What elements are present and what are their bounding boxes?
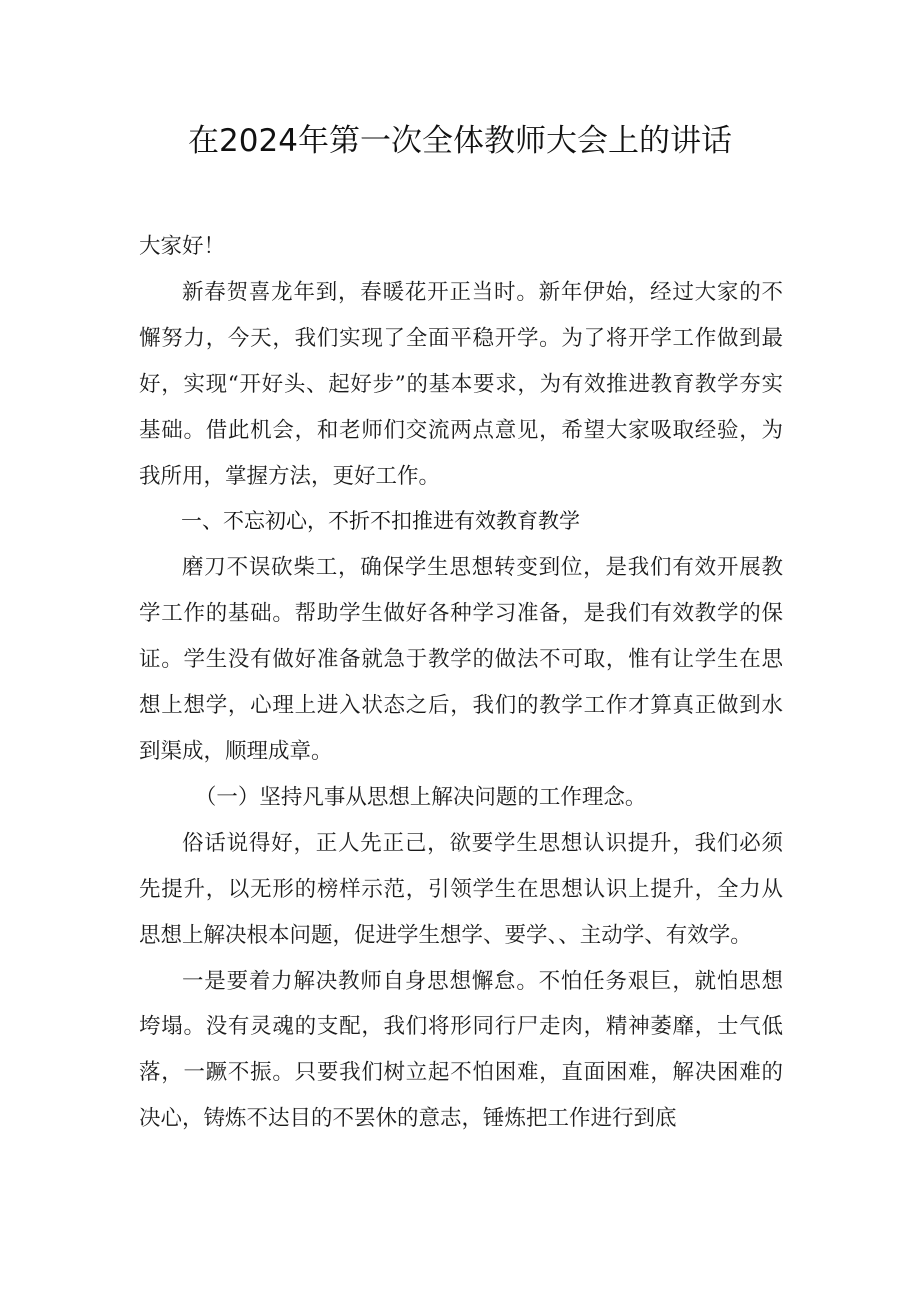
section-1-intro: 磨刀不误砍柴工，确保学生思想转变到位，是我们有效开展教学工作的基础。帮助学生做好各种学习准备，是我们有效教学的保证。学生没有做好准备就急于教学的做法不可取，惟有让学生在思想上想学，心理上进入状态之后，我们的教学工作才算真正做到水到渠成，顺理成章。 [139, 555, 783, 764]
document-title: 在2024年第一次全体教师大会上的讲话 [188, 123, 732, 159]
opening-paragraph: 新春贺喜龙年到，春暖花开正当时。新年伊始，经过大家的不懈努力，今天，我们实现了全面平稳开学。为了将开学工作做到最好，实现“开好头、起好步”的基本要求，为有效推进教育教学夯实基础。借此机会，和老师们交流两点意见，希望大家吸取经验，为我所用，掌握方法，更好工作。 [139, 279, 783, 489]
greeting: 大家好！ [139, 234, 226, 259]
section-heading-1: 一、不忘初心，不折不扣推进有效教育教学 [181, 509, 580, 534]
subsection-1-paragraph-1: 俗话说得好，正人先正己，欲要学生思想认识提升，我们必须先提升，以无形的榜样示范，引领学生在思想认识上提升，全力从思想上解决根本问题，促进学生想学、要学、、主动学、有效学。 [139, 830, 783, 948]
document-body [139, 224, 783, 1142]
subsection-heading-1: （一）坚持凡事从思想上解决问题的工作理念。 [194, 784, 647, 810]
subsection-1-paragraph-2: 一是要着力解决教师自身思想懈怠。不怕任务艰巨，就怕思想垮塌。没有灵魂的支配，我们将形同行尸走肉，精神萎靡，士气低落，一蹶不振。只要我们树立起不怕困难，直面困难，解决困难的决心，铸炼不达目的不罢休的意志，锤炼把工作进行到底 [139, 968, 783, 1132]
